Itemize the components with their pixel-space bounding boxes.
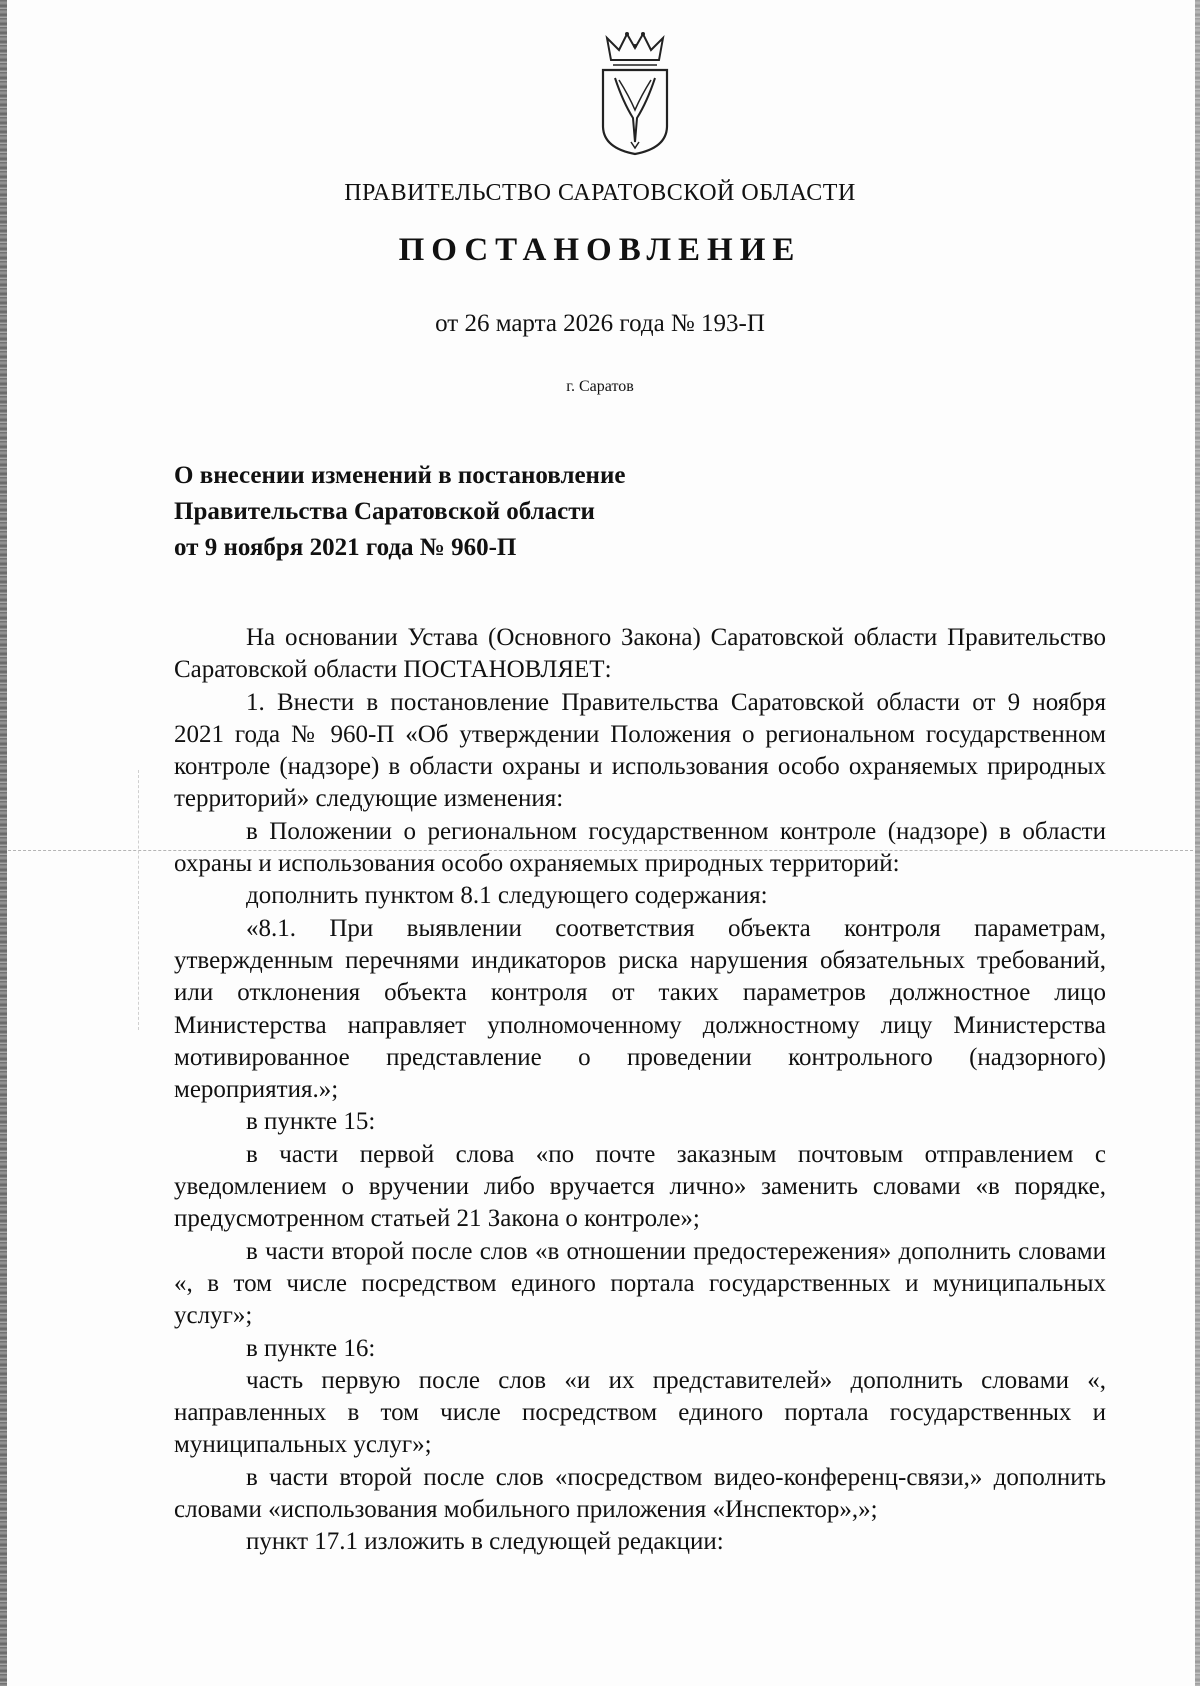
body-paragraph: в части второй после слов «в отношении предостережения» дополнить словами «, в том числе посредством единого портала государственных и муниципальных услуг»; — [174, 1237, 1106, 1330]
subject-line: Правительства Саратовской области — [174, 498, 595, 525]
document-type: ПОСТАНОВЛЕНИЕ — [398, 232, 802, 268]
body-paragraph: часть первую после слов «и их представителей» дополнить словами «, направленных в том числе посредством единого портала государственных и муниципальных услуг»; — [174, 1366, 1106, 1459]
document-date-number: от 26 марта 2026 года № 193-П — [435, 310, 765, 337]
body-paragraph: в пункте 16: — [246, 1334, 376, 1362]
document-city: г. Саратов — [566, 378, 634, 395]
subject-line: от 9 ноября 2021 года № 960-П — [174, 534, 517, 561]
body-paragraph: пункт 17.1 изложить в следующей редакции: — [246, 1528, 724, 1556]
body-paragraph: 1. Внести в постановление Правительства Саратовской области от 9 ноября 2021 года № 960-П «Об утверждении Положения о региональном государственном контроле (надзоре) в области охраны и использования особо охраняемых природных территорий» следующие изменения: — [174, 688, 1106, 813]
body-paragraph: в Положении о региональном государственном контроле (надзоре) в области охраны и использования особо охраняемых природных территорий: — [174, 817, 1106, 878]
margin-mark — [138, 770, 139, 1030]
document-subject — [174, 458, 625, 566]
document-body — [174, 622, 1106, 1559]
body-paragraph: «8.1. При выявлении соответствия объекта контроля параметрам, утвержденным перечнями индикаторов риска нарушения обязательных требований, или отклонения объекта контроля от таких параметров должностное лицо Министерства направляет уполномоченному должностному лицу Министерства мотивированное представление о проведении контрольного (надзорного) мероприятия.»; — [174, 914, 1106, 1104]
body-paragraph: в части первой слова «по почте заказным почтовым отправлением с уведомлением о вручении либо вручается лично» заменить словами «в порядке, предусмотренном статьей 21 Закона о контроле»; — [174, 1140, 1106, 1233]
body-paragraph: в части второй после слов «посредством видео-конференц-связи,» дополнить словами «использования мобильного приложения «Инспектор»,»; — [174, 1463, 1106, 1524]
government-name: ПРАВИТЕЛЬСТВО САРАТОВСКОЙ ОБЛАСТИ — [344, 180, 856, 206]
body-paragraph: На основании Устава (Основного Закона) Саратовской области Правительство Саратовской области ПОСТАНОВЛЯЕТ: — [174, 624, 1106, 684]
subject-line: О внесении изменений в постановление — [174, 462, 626, 489]
body-paragraph: в пункте 15: — [246, 1108, 376, 1136]
coat-of-arms-icon — [595, 30, 675, 158]
body-paragraph: дополнить пунктом 8.1 следующего содержания: — [246, 882, 768, 910]
